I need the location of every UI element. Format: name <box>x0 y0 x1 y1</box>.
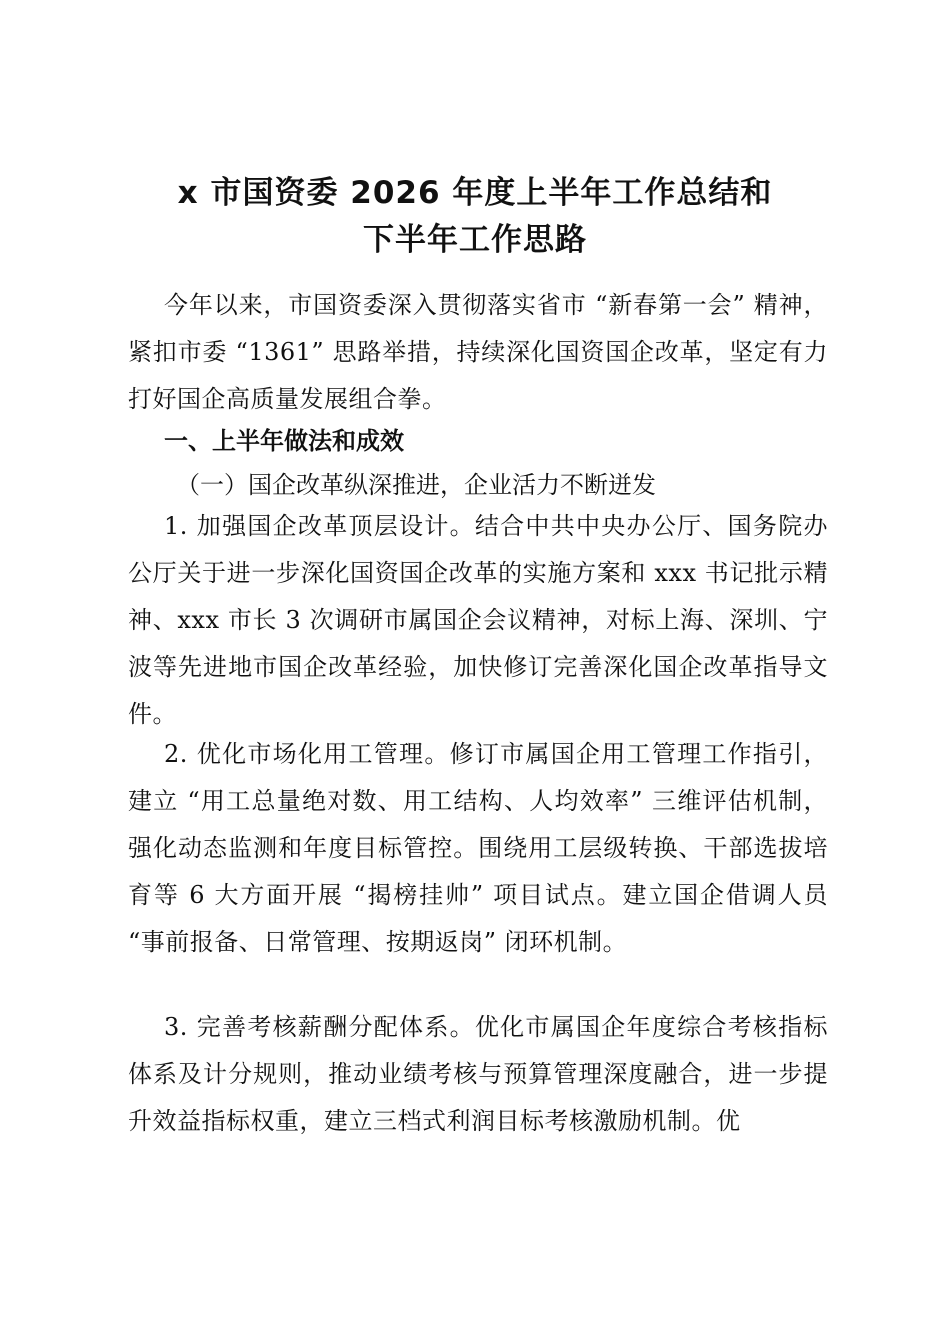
subsection-heading: （一）国企改革纵深推进，企业活力不断迸发 <box>176 471 656 499</box>
body-paragraph: 2. 优化市场化用工管理。修订市属国企用工管理工作指引，建立 “用工总量绝对数、用工结构、人均效率” 三维评估机制，强化动态监测和年度目标管控。围绕用工层级转换、干部选拔培育等 6 大方面开展 “揭榜挂帅” 项目试点。建立国企借调人员 “事前报备、日常管理、按期返岗” 闭环机制。 <box>128 740 828 956</box>
intro-paragraph: 今年以来，市国资委深入贯彻落实省市 “新春第一会” 精神，紧扣市委 “1361” 思路举措，持续深化国资国企改革，坚定有力打好国企高质量发展组合拳。 <box>128 291 828 413</box>
body-paragraph: 1. 加强国企改革顶层设计。结合中共中央办公厅、国务院办公厅关于进一步深化国资国企改革的实施方案和 xxx 书记批示精神、xxx 市长 3 次调研市属国企会议精神，对标上海、深圳、宁波等先进地市国企改革经验，加快修订完善深化国企改革指导文件。 <box>128 512 828 728</box>
section-heading: 一、上半年做法和成效 <box>164 427 404 455</box>
document-title-line-2: 下半年工作思路 <box>363 222 587 258</box>
document-title-line-1: x 市国资委 2026 年度上半年工作总结和 <box>177 175 773 211</box>
body-paragraph: 3. 完善考核薪酬分配体系。优化市属国企年度综合考核指标体系及计分规则，推动业绩考核与预算管理深度融合，进一步提升效益指标权重，建立三档式利润目标考核激励机制。优 <box>128 1013 828 1135</box>
